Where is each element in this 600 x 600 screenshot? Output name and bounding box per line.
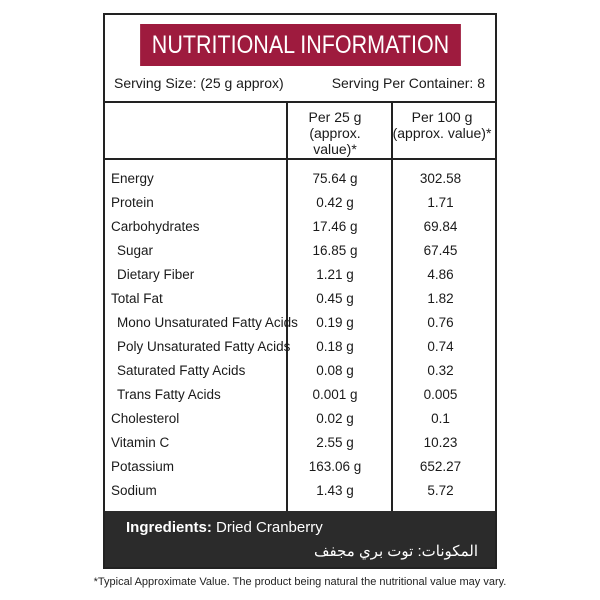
per-25g-value: 0.001 g: [312, 387, 358, 402]
per-25g-value: 16.85 g: [312, 243, 358, 258]
nutrient-label: Potassium: [111, 459, 175, 474]
table-row: [105, 195, 495, 219]
per-100g-value: 4.86: [427, 267, 454, 282]
divider-top: [105, 101, 495, 103]
column-header-per-100g-line2: (approx. value)*: [392, 125, 492, 141]
per-25g-value: 0.42 g: [316, 195, 354, 210]
per-25g-value: 0.02 g: [316, 411, 354, 426]
per-100g-value: 652.27: [419, 459, 462, 474]
table-row: [105, 315, 495, 339]
nutrient-label: Saturated Fatty Acids: [117, 363, 246, 378]
table-row: [105, 171, 495, 195]
ingredients-arabic-text: المكونات: توت بري مجفف: [313, 543, 478, 560]
per-25g-value: 17.46 g: [312, 219, 358, 234]
per-100g-value: 67.45: [423, 243, 458, 258]
per-100g-value: 5.72: [427, 483, 454, 498]
table-row: [105, 435, 495, 459]
serving-info: [105, 75, 495, 101]
nutrient-label: Dietary Fiber: [117, 267, 195, 282]
per-100g-value: 69.84: [423, 219, 458, 234]
table-row: [105, 483, 495, 507]
per-25g-value: 75.64 g: [312, 171, 358, 186]
table-row: [105, 411, 495, 435]
column-header-per-25g-line2: (approx. value)*: [309, 125, 361, 157]
nutrient-label: Poly Unsaturated Fatty Acids: [117, 339, 291, 354]
nutrient-label: Energy: [111, 171, 154, 186]
per-25g-value: 2.55 g: [316, 435, 354, 450]
table-row: [105, 291, 495, 315]
serving-per-container: Serving Per Container: 8: [331, 75, 485, 91]
ingredients-label: Ingredients:: [126, 519, 212, 536]
ingredients-value: Dried Cranberry: [216, 519, 323, 536]
per-100g-value: 10.23: [423, 435, 458, 450]
per-100g-value: 0.74: [427, 339, 454, 354]
serving-size: Serving Size: (25 g approx): [114, 75, 284, 91]
per-25g-value: 1.21 g: [316, 267, 354, 282]
nutrient-label: Total Fat: [111, 291, 163, 306]
per-100g-value: 1.82: [427, 291, 454, 306]
per-100g-value: 1.71: [427, 195, 454, 210]
ingredients-english: [126, 519, 323, 536]
table-row: [105, 387, 495, 411]
column-header-per-100g-line1: Per 100 g: [411, 109, 473, 125]
footnote: *Typical Approximate Value. The product being natural the nutritional value may vary.: [93, 576, 507, 588]
nutrient-label: Sugar: [117, 243, 154, 258]
ingredients-box: [105, 511, 495, 567]
table-row: [105, 243, 495, 267]
per-25g-value: 0.08 g: [316, 363, 354, 378]
table-row: [105, 339, 495, 363]
nutrient-label: Sodium: [111, 483, 157, 498]
nutrient-label: Protein: [111, 195, 154, 210]
per-25g-value: 0.19 g: [316, 315, 354, 330]
table-row: [105, 267, 495, 291]
per-100g-value: 0.76: [427, 315, 454, 330]
nutrition-panel: [103, 13, 497, 569]
per-25g-value: 163.06 g: [308, 459, 362, 474]
per-100g-value: 302.58: [419, 171, 462, 186]
nutrient-label: Trans Fatty Acids: [117, 387, 221, 402]
per-25g-value: 1.43 g: [316, 483, 354, 498]
per-100g-value: 0.32: [427, 363, 454, 378]
column-header-per-100g: [392, 109, 492, 141]
per-25g-value: 0.45 g: [316, 291, 354, 306]
per-100g-value: 0.005: [423, 387, 458, 402]
nutrient-label: Carbohydrates: [111, 219, 200, 234]
per-25g-value: 0.18 g: [316, 339, 354, 354]
per-100g-value: 0.1: [431, 411, 450, 426]
nutrient-label: Vitamin C: [111, 435, 170, 450]
nutrient-label: Cholesterol: [111, 411, 180, 426]
table-row: [105, 219, 495, 243]
table-row: [105, 363, 495, 387]
panel-title: NUTRITIONAL INFORMATION: [140, 24, 461, 66]
column-header-per-25g-line1: Per 25 g: [308, 109, 362, 125]
column-header-per-25g: [286, 109, 384, 157]
nutrient-label: Mono Unsaturated Fatty Acids: [117, 315, 298, 330]
table-row: [105, 459, 495, 483]
divider-header: [105, 158, 495, 160]
